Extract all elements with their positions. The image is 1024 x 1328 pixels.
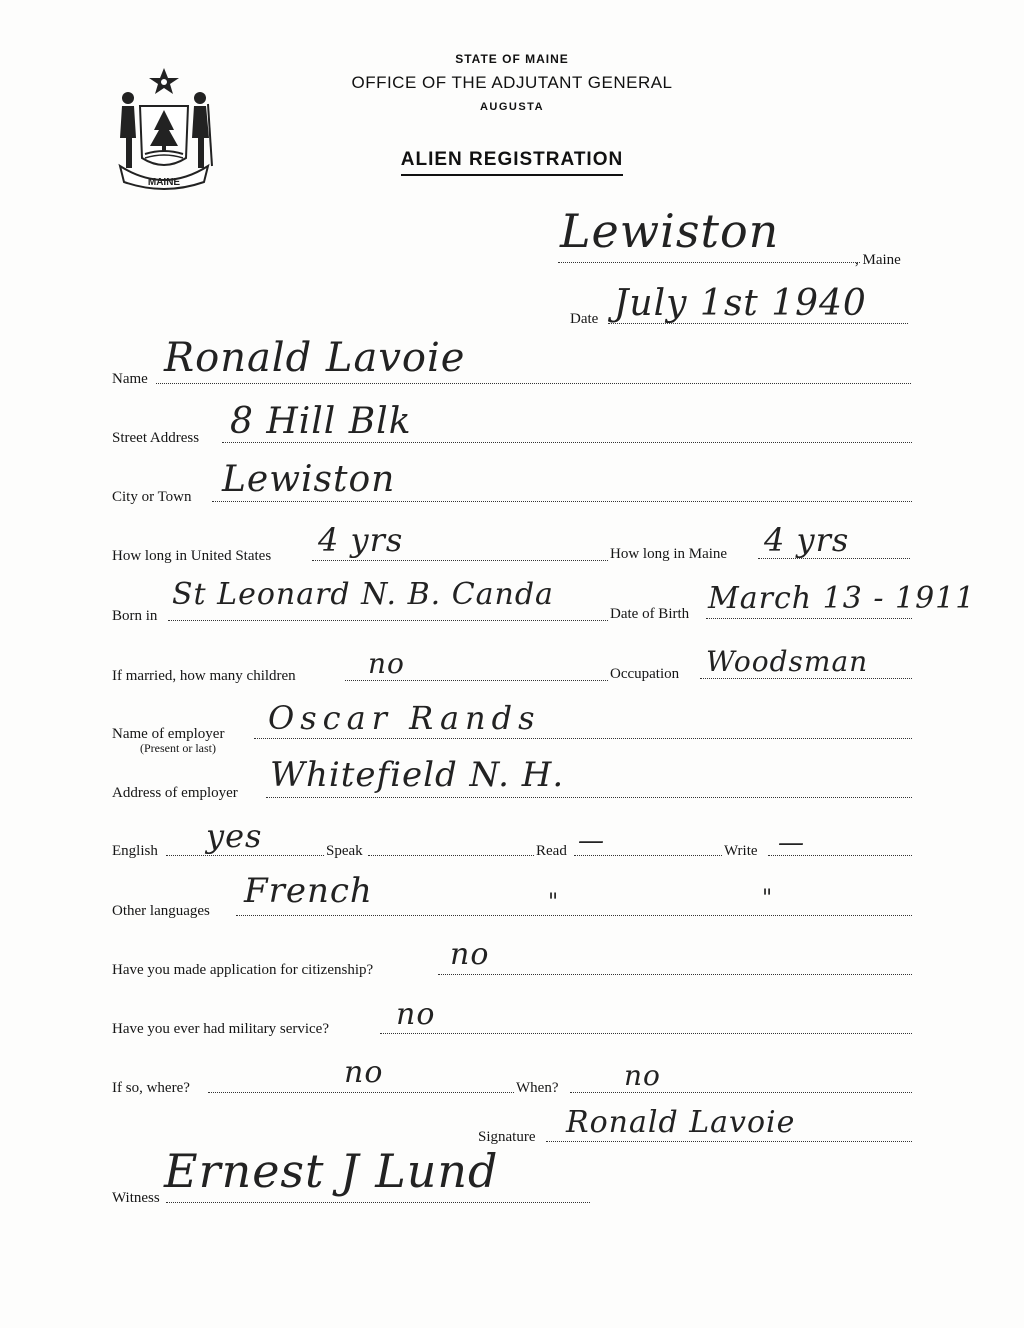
city-heading: AUGUSTA bbox=[479, 101, 545, 113]
employer-sublabel: (Present or last) bbox=[140, 741, 216, 755]
name-handwritten: Ronald Lavoie bbox=[164, 335, 466, 381]
children-label: If married, how many children bbox=[112, 668, 296, 684]
employer-address-handwritten: Whitefield N. H. bbox=[270, 755, 565, 795]
occupation-handwritten: Woodsman bbox=[706, 645, 869, 678]
signature-label: Signature bbox=[478, 1129, 536, 1145]
other-languages-handwritten: French bbox=[244, 871, 373, 911]
signature-line bbox=[546, 1141, 912, 1142]
citizenship-line bbox=[438, 974, 912, 975]
dob-label: Date of Birth bbox=[610, 606, 690, 622]
other-languages-line bbox=[236, 915, 912, 916]
witness-label: Witness bbox=[112, 1190, 160, 1206]
place-line bbox=[558, 262, 860, 263]
when-label: When? bbox=[516, 1080, 559, 1096]
where-label: If so, where? bbox=[112, 1080, 190, 1096]
city-line bbox=[212, 501, 912, 502]
ditto-mark-read: " bbox=[548, 890, 560, 915]
witness-handwritten: Ernest J Lund bbox=[164, 1144, 499, 1198]
write-handwritten: — bbox=[778, 828, 805, 858]
name-label: Name bbox=[112, 371, 148, 387]
employer-address-line bbox=[266, 797, 912, 798]
date-handwritten: July 1st 1940 bbox=[614, 283, 867, 324]
military-label: Have you ever had military service? bbox=[112, 1021, 329, 1037]
street-label: Street Address bbox=[112, 430, 200, 446]
office-heading: OFFICE OF THE ADJUTANT GENERAL bbox=[351, 73, 673, 92]
speak-label: Speak bbox=[326, 843, 363, 859]
citizenship-label: Have you made application for citizenship? bbox=[112, 962, 374, 978]
name-line bbox=[156, 383, 911, 384]
witness-line bbox=[166, 1202, 590, 1203]
children-handwritten: no bbox=[368, 647, 405, 680]
children-line bbox=[345, 680, 608, 681]
military-line bbox=[380, 1033, 912, 1034]
date-label: Date bbox=[570, 311, 599, 327]
street-handwritten: 8 Hill Blk bbox=[230, 401, 412, 442]
military-handwritten: no bbox=[396, 997, 436, 1032]
us-duration-line bbox=[312, 560, 608, 561]
born-handwritten: St Leonard N. B. Canda bbox=[172, 577, 554, 612]
occupation-line bbox=[700, 678, 912, 679]
employer-label: Name of employer bbox=[112, 726, 225, 742]
seal-banner-text: MAINE bbox=[147, 177, 181, 188]
english-handwritten: yes bbox=[206, 817, 263, 855]
citizenship-handwritten: no bbox=[450, 937, 490, 972]
us-duration-label: How long in United States bbox=[112, 548, 272, 564]
dob-handwritten: March 13 - 1911 bbox=[708, 581, 976, 616]
maine-duration-handwritten: 4 yrs bbox=[764, 521, 850, 559]
where-line bbox=[208, 1092, 514, 1093]
speak-line bbox=[368, 855, 534, 856]
other-languages-label: Other languages bbox=[112, 903, 210, 919]
dob-line bbox=[706, 618, 912, 619]
us-duration-handwritten: 4 yrs bbox=[318, 521, 404, 559]
place-suffix: , Maine bbox=[855, 252, 901, 268]
employer-handwritten: Oscar Rands bbox=[268, 699, 541, 737]
street-line bbox=[222, 442, 912, 443]
form-title: ALIEN REGISTRATION bbox=[0, 149, 1024, 171]
english-line bbox=[166, 855, 324, 856]
read-label: Read bbox=[536, 843, 567, 859]
employer-line bbox=[254, 738, 912, 739]
english-label: English bbox=[112, 843, 158, 859]
city-handwritten: Lewiston bbox=[222, 459, 396, 500]
read-handwritten: — bbox=[578, 826, 605, 856]
where-handwritten: no bbox=[344, 1055, 384, 1090]
born-label: Born in bbox=[112, 608, 158, 624]
maine-duration-label: How long in Maine bbox=[610, 546, 728, 562]
ditto-mark-write: " bbox=[762, 886, 774, 911]
state-heading: STATE OF MAINE bbox=[455, 52, 569, 66]
signature-handwritten: Ronald Lavoie bbox=[566, 1105, 796, 1140]
city-label: City or Town bbox=[112, 489, 192, 505]
when-line bbox=[570, 1092, 912, 1093]
place-handwritten: Lewiston bbox=[560, 204, 780, 258]
employer-address-label: Address of employer bbox=[112, 785, 238, 801]
occupation-label: Occupation bbox=[610, 666, 680, 682]
when-handwritten: no bbox=[624, 1059, 661, 1092]
write-label: Write bbox=[724, 843, 758, 859]
born-line bbox=[168, 620, 608, 621]
